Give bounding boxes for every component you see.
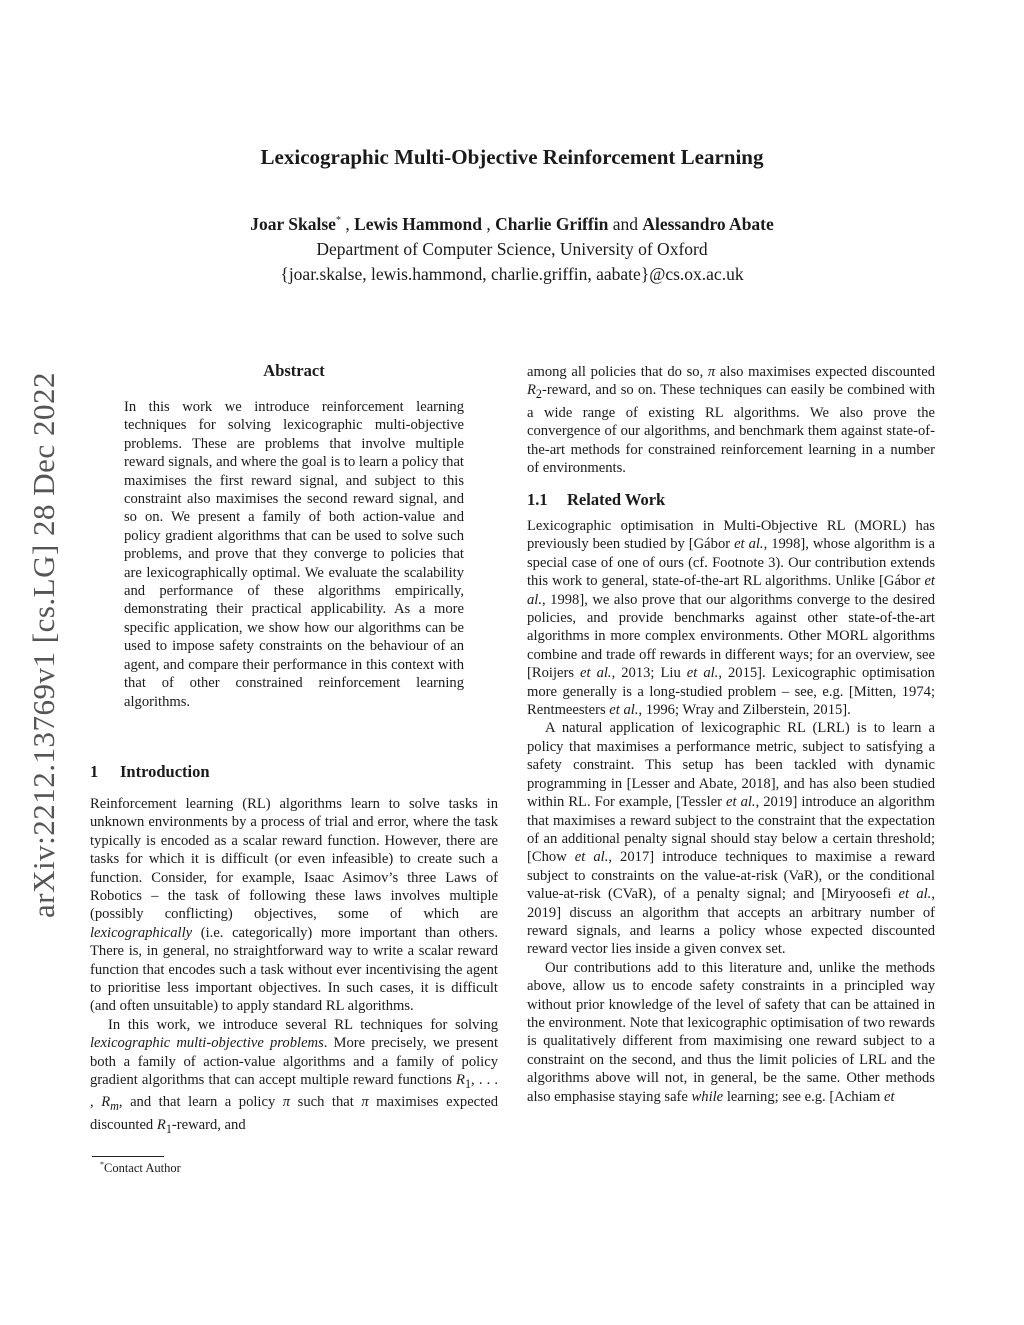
section-title: Introduction xyxy=(120,762,210,781)
paragraph: A natural application of lexicographic RL (LRL) is to learn a policy that maximises a performance metric, subject to satisfying a safety constraint. This setup has been tackled with dynamic programming in [Lesser and Abate, 2018], and has also been studied within RL. For example, [Tessler et al., 2019] introduce an algorithm that maximises a reward subject to the constraint that the expectation of an additional penalty signal should stay below a certain threshold; [Chow et al., 2017] introduce techniques to maximise a reward subject to constraints on the value-at-risk (VaR), or the conditional value-at-risk (CVaR), of a penalty signal; and [Miryoosefi et al., 2019] discuss an algorithm that accepts an arbitrary number of reward signals, and learns a policy whose expected discounted reward vector lies inside a given convex set. xyxy=(527,720,935,958)
footnote-mark: * xyxy=(100,1160,104,1169)
author-conjunction: and xyxy=(612,214,638,234)
section-title: Related Work xyxy=(567,490,666,509)
author-name: Joar Skalse xyxy=(250,214,336,234)
author-name: Charlie Griffin xyxy=(495,214,609,234)
math: π xyxy=(707,364,716,380)
abstract-text: In this work we introduce reinforcement learning techniques for solving lexicographic multi-objective problems. These are problems that involve multiple reward signals, and where the goal is to learn a policy that maximises the first reward signal, and subject to this constraint also maximises the second reward signal, and so on. We present a family of both action-value and policy gradient algorithms that can be used to solve such problems, and prove that they converge to policies that are lexicographically optimal. We evaluate the scalability and performance of these algorithms empirically, demonstrating their practical applicability. As a more specific application, we show how our algorithms can be used to impose safety constraints on the behaviour of an agent, and compare their performance in this context with that of other constrained reinforcement learning algorithms. xyxy=(124,399,464,710)
paragraph: Reinforcement learning (RL) algorithms learn to solve tasks in unknown environments by a process of trial and error, where the task typically is encoded as a scalar reward function. However, there are tasks for which it is difficult (or even infeasible) to create such a function. Consider, for example, Isaac Asimov’s three Laws of Robotics – the task of following these laws involves multiple (possibly conflicting) objectives, some of which are lexicographically (i.e. categorically) more important than others. There is, in general, no straightforward way to write a scalar reward function that encodes such a task without ever incentivising the agent to prioritise less important objectives. In such cases, it is difficult (and often unsuitable) to apply standard RL algorithms. xyxy=(90,796,498,1015)
math: R xyxy=(101,1094,111,1111)
author-separator: , xyxy=(345,214,350,234)
section-number: 1 xyxy=(90,762,99,781)
paper-title: Lexicographic Multi-Objective Reinforcement Learning xyxy=(260,145,764,169)
author-footnote-mark: * xyxy=(335,215,341,227)
section-heading-introduction xyxy=(90,762,500,782)
abstract-heading: Abstract xyxy=(263,361,325,380)
emphasis: while xyxy=(691,1088,724,1105)
math: π xyxy=(282,1094,291,1111)
footnote-divider xyxy=(92,1156,164,1157)
arxiv-stamp: arXiv:2212.13769v1 [cs.LG] 28 Dec 2022 xyxy=(26,372,61,918)
introduction-continued xyxy=(527,363,935,477)
emphasis: lexicographically xyxy=(90,924,193,941)
abstract-body xyxy=(124,398,464,711)
introduction-body xyxy=(90,795,498,1138)
related-work-body xyxy=(527,517,935,1106)
section-heading-related-work xyxy=(527,490,935,510)
math: R xyxy=(156,1116,166,1133)
math: π xyxy=(361,1094,369,1111)
author-name: Lewis Hammond xyxy=(354,214,482,234)
footnote xyxy=(100,1160,181,1176)
affiliation: Department of Computer Science, University of Oxford xyxy=(316,239,708,259)
math: R xyxy=(527,382,536,399)
paragraph: In this work, we introduce several RL techniques for solving lexicographic multi-objective problems. More precisely, we present both a family of action-value algorithms and a family of policy gradient algorithms that can accept multiple reward functions $R_1$, . . . , $R_m$, and that learn a policy π such that π maximises expected discounted $R_1$-reward, and xyxy=(90,1016,498,1136)
author-list xyxy=(0,214,1024,235)
author-emails: {joar.skalse, lewis.hammond, charlie.griffin, aabate}@cs.ox.ac.uk xyxy=(280,264,744,284)
author-separator: , xyxy=(486,214,491,234)
paragraph: among all policies that do so, π also maximises expected discounted $R_2$-reward, and so on. These techniques can easily be combined with a wide range of existing RL algorithms. We also prove the convergence of our algorithms, and benchmark them against state-of-the-art methods for constrained reinforcement learning in a number of environments. xyxy=(527,364,935,476)
author-name: Alessandro Abate xyxy=(642,214,774,234)
paragraph: Our contributions add to this literature and, unlike the methods above, allow us to encode safety constraints in a principled way without prior knowledge of the level of safety that can be attained in the environment. Note that lexicographic optimisation of two rewards is qualitatively different from maximising one reward subject to a constraint on the second, and thus the limit policies of LRL and the algorithms above will not, in general, be the same. Other methods also emphasise staying safe while learning; see e.g. [Achiam et xyxy=(527,959,935,1105)
emphasis: lexicographic multi-objective problems xyxy=(90,1035,324,1052)
math: R xyxy=(456,1072,465,1089)
paragraph: Lexicographic optimisation in Multi-Objective RL (MORL) has previously been studied by [Gábor et al., 1998], whose algorithm is a special case of one of ours (cf. Footnote 3). Our contribution extends this work to general, state-of-the-art RL algorithms. Unlike [Gábor et al., 1998], we also prove that our algorithms converge to the desired policies, and provide benchmarks against other state-of-the-art algorithms in more complex environments. Other MORL algorithms combine and trade off rewards in different ways; for an overview, see [Roijers et al., 2013; Liu et al., 2015]. Lexicographic optimisation more generally is a long-studied problem – see, e.g. [Mitten, 1974; Rentmeesters et al., 1996; Wray and Zilberstein, 2015]. xyxy=(527,518,935,719)
footnote-text: Contact Author xyxy=(104,1161,181,1176)
section-number: 1.1 xyxy=(527,490,548,509)
